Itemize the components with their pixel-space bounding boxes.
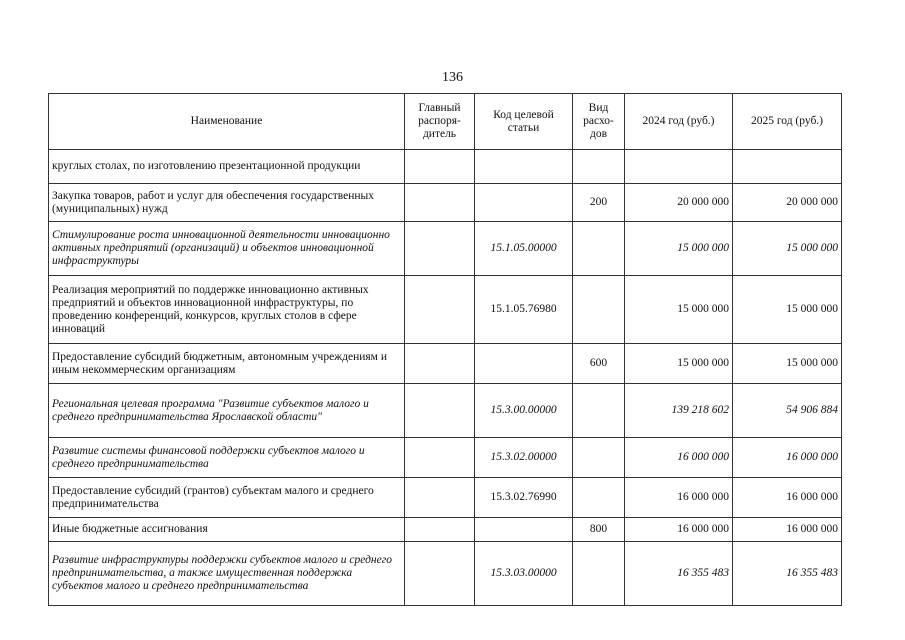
row-manager-cell: [405, 384, 475, 438]
row-manager-cell: [405, 542, 475, 606]
table-row: [49, 150, 842, 184]
row-manager-cell: [405, 222, 475, 276]
row-name-cell: Региональная целевая программа "Развитие субъектов малого и среднего предпринимательства Ярославской области": [49, 384, 405, 438]
row-2025-cell: 20 000 000: [733, 184, 842, 222]
row-name-cell: Реализация мероприятий по поддержке инновационно активных предприятий и объектов инновационной инфраструктуры, по проведению конференций, конкурсов, круглых столов в сфере инноваций: [49, 276, 405, 344]
row-type-cell: 200: [573, 184, 625, 222]
table-row: [49, 438, 842, 478]
row-2024-cell: 15 000 000: [625, 276, 733, 344]
row-type-cell: [573, 276, 625, 344]
row-manager-cell: [405, 344, 475, 384]
row-code-cell: [475, 344, 573, 384]
row-name-cell: Стимулирование роста инновационной деятельности инновационно активных предприятий (организаций) и объектов инновационной инфраструктуры: [49, 222, 405, 276]
header-code: Код целевой статьи: [475, 94, 573, 150]
row-manager-cell: [405, 518, 475, 542]
row-name-cell: Закупка товаров, работ и услуг для обеспечения государственных (муниципальных) нужд: [49, 184, 405, 222]
row-code-cell: 15.1.05.76980: [475, 276, 573, 344]
row-code-cell: 15.1.05.00000: [475, 222, 573, 276]
table-header-row: [49, 94, 842, 150]
row-name-cell: Предоставление субсидий бюджетным, автономным учреждениям и иным некоммерческим организациям: [49, 344, 405, 384]
row-manager-cell: [405, 478, 475, 518]
row-2024-cell: 20 000 000: [625, 184, 733, 222]
table-body: [49, 150, 842, 606]
row-2024-cell: 16 000 000: [625, 478, 733, 518]
row-code-cell: [475, 184, 573, 222]
row-type-cell: [573, 542, 625, 606]
row-name-cell: круглых столах, по изготовлению презентационной продукции: [49, 150, 405, 184]
row-2024-cell: 139 218 602: [625, 384, 733, 438]
row-2025-cell: 16 000 000: [733, 438, 842, 478]
table-row: [49, 276, 842, 344]
row-code-cell: 15.3.02.00000: [475, 438, 573, 478]
row-2025-cell: 16 000 000: [733, 518, 842, 542]
row-code-cell: 15.3.03.00000: [475, 542, 573, 606]
row-2024-cell: 16 355 483: [625, 542, 733, 606]
header-2025: 2025 год (руб.): [733, 94, 842, 150]
row-type-cell: [573, 222, 625, 276]
table-row: [49, 222, 842, 276]
row-2025-cell: 15 000 000: [733, 276, 842, 344]
row-name-cell: Развитие системы финансовой поддержки субъектов малого и среднего предпринимательства: [49, 438, 405, 478]
table-row: [49, 384, 842, 438]
row-2024-cell: 15 000 000: [625, 222, 733, 276]
table-row: [49, 478, 842, 518]
row-2024-cell: [625, 150, 733, 184]
row-name-cell: Предоставление субсидий (грантов) субъектам малого и среднего предпринимательства: [49, 478, 405, 518]
row-2025-cell: [733, 150, 842, 184]
row-type-cell: 800: [573, 518, 625, 542]
row-2024-cell: 16 000 000: [625, 518, 733, 542]
row-2024-cell: 16 000 000: [625, 438, 733, 478]
row-name-cell: Иные бюджетные ассигнования: [49, 518, 405, 542]
row-2025-cell: 54 906 884: [733, 384, 842, 438]
row-2025-cell: 15 000 000: [733, 344, 842, 384]
row-type-cell: [573, 438, 625, 478]
row-type-cell: [573, 478, 625, 518]
table-row: [49, 542, 842, 606]
table-row: [49, 344, 842, 384]
table-row: [49, 184, 842, 222]
row-manager-cell: [405, 276, 475, 344]
header-type: Вид расхо-дов: [573, 94, 625, 150]
row-type-cell: [573, 150, 625, 184]
row-code-cell: 15.3.02.76990: [475, 478, 573, 518]
row-manager-cell: [405, 184, 475, 222]
row-2025-cell: 16 000 000: [733, 478, 842, 518]
row-manager-cell: [405, 438, 475, 478]
row-code-cell: [475, 518, 573, 542]
row-type-cell: 600: [573, 344, 625, 384]
table-row: [49, 518, 842, 542]
header-name: Наименование: [49, 94, 405, 150]
header-manager: Главный распоря-дитель: [405, 94, 475, 150]
row-manager-cell: [405, 150, 475, 184]
row-2024-cell: 15 000 000: [625, 344, 733, 384]
page-number: 136: [442, 70, 463, 85]
row-2025-cell: 15 000 000: [733, 222, 842, 276]
row-code-cell: 15.3.00.00000: [475, 384, 573, 438]
header-2024: 2024 год (руб.): [625, 94, 733, 150]
budget-table: [48, 93, 842, 606]
row-name-cell: Развитие инфраструктуры поддержки субъектов малого и среднего предпринимательства, а также имущественная поддержка субъектов малого и среднего предпринимательства: [49, 542, 405, 606]
row-code-cell: [475, 150, 573, 184]
row-2025-cell: 16 355 483: [733, 542, 842, 606]
row-type-cell: [573, 384, 625, 438]
